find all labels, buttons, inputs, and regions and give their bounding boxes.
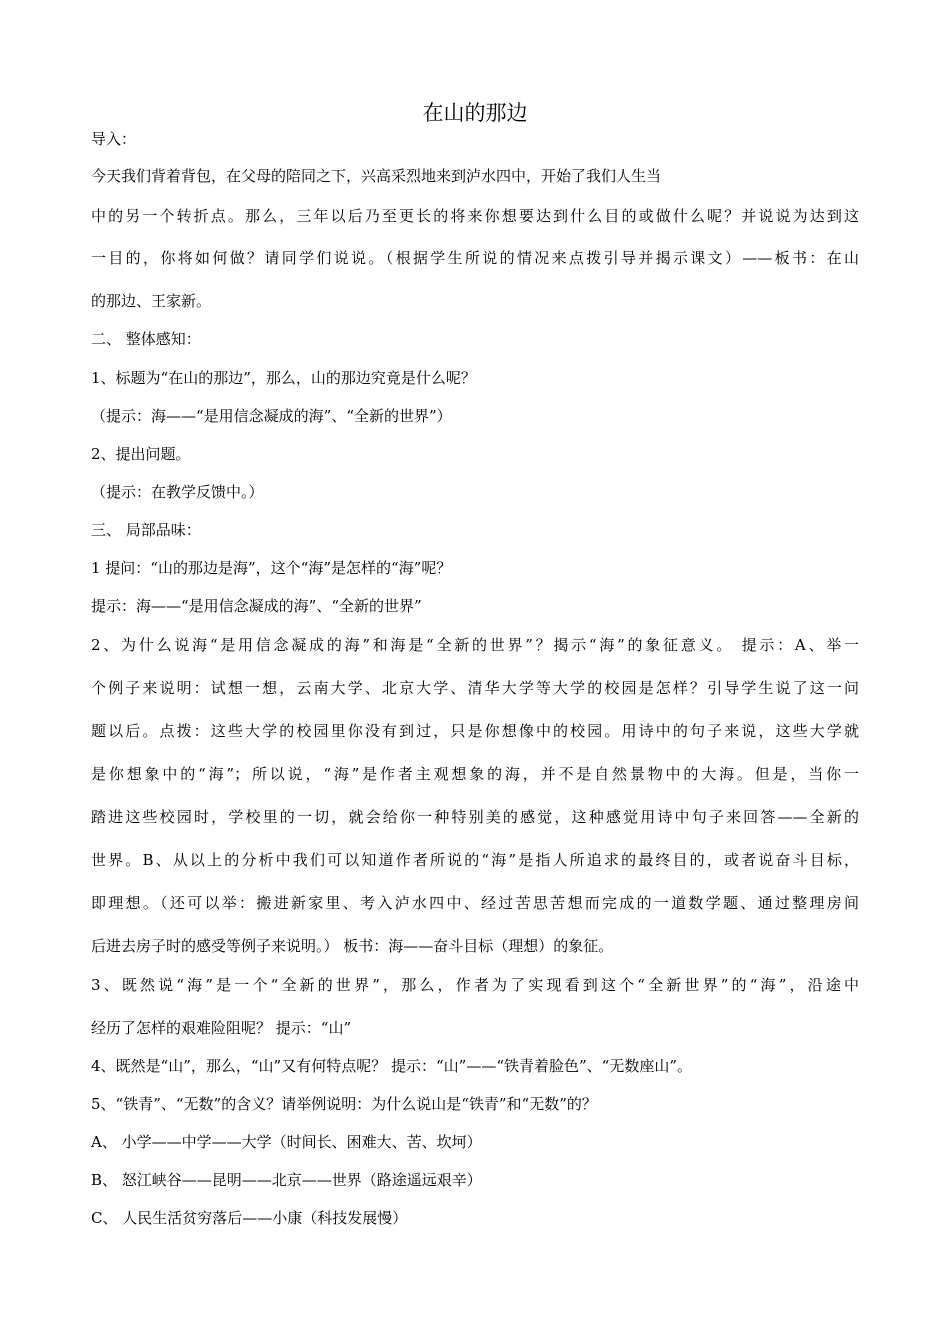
section-heading: 二、 整体感知： [91,330,201,348]
paragraph-line: 是你想象中的“海”；所以说，“海”是作者主观想象的海，并不是自然景物中的大海。但是，当你一 [91,765,859,783]
paragraph-line: 一目的，你将如何做？请同学们说说。（根据学生所说的情况来点拨引导并揭示课文）——板书：在山 [91,249,859,267]
paragraph-line: 题以后。点拨：这些大学的校园里你没有到过，只是你想像中的校园。用诗中的句子来说，这些大学就 [91,722,859,740]
question-line: 5、“铁青”、“无数”的含义？请举例说明：为什么说山是“铁青”和“无数”的？ [91,1095,597,1113]
hint-line: 提示：海——“是用信念凝成的海”、“全新的世界” [91,597,422,615]
paragraph-line: 3、既然说“海”是一个“全新的世界”，那么，作者为了实现看到这个“全新世界”的“海”，沿途中 [91,976,859,994]
paragraph-line: 今天我们背着背包，在父母的陪同之下，兴高采烈地来到泸水四中，开始了我们人生当 [91,167,662,185]
question-line: 1 提问：“山的那边是海”，这个“海”是怎样的“海”呢？ [91,559,452,577]
paragraph-line: 中的另一个转折点。那么，三年以后乃至更长的将来你想要达到什么目的或做什么呢？并说说为达到这 [91,207,859,225]
question-line: 4、既然是“山”，那么，“山”又有何特点呢？ 提示：“山”——“铁青着脸色”、“无数座山”。 [91,1057,692,1075]
paragraph-line: 的那边、王家新。 [91,292,212,310]
paragraph-line: 个例子来说明：试想一想，云南大学、北京大学、清华大学等大学的校园是怎样？引导学生说了这一问 [91,679,859,697]
list-item: A、 小学——中学——大学（时间长、困难大、苦、坎坷） [91,1133,482,1151]
section-heading: 三、 局部品味： [91,521,201,539]
document-title: 在山的那边 [422,101,528,125]
question-line: 1、标题为“在山的那边”，那么，山的那边究竟是什么呢？ [91,369,476,387]
section-intro-heading: 导入： [91,130,137,148]
hint-line: （提示：海——“是用信念凝成的海”、“全新的世界”） [91,407,452,425]
paragraph-line: 踏进这些校园时，学校里的一切，就会给你一种特别美的感觉，这种感觉用诗中句子来回答——全新的 [91,808,859,826]
hint-line: （提示：在教学反馈中。） [91,483,264,501]
paragraph-line: 即理想。（还可以举：搬进新家里、考入泸水四中、经过苦思苦想而完成的一道数学题、通过整理房间 [91,894,859,912]
list-item: B、 怒江峡谷——昆明——北京——世界（路途遥远艰辛） [91,1171,482,1189]
paragraph-line: 后进去房子时的感受等例子来说明。） 板书：海——奋斗目标（理想）的象征。 [91,937,614,955]
paragraph-line: 经历了怎样的艰难险阻呢？ 提示：“山” [91,1019,352,1037]
list-item: C、 人民生活贫穷落后——小康（科技发展慢） [91,1209,408,1227]
paragraph-line: 世界。B、从以上的分析中我们可以知道作者所说的“海”是指人所追求的最终目的，或者说奋斗目标， [91,851,859,869]
paragraph-line: 2、为什么说海“是用信念凝成的海”和海是“全新的世界”？揭示“海”的象征意义。 提示：A、举一 [91,636,859,654]
question-line: 2、提出问题。 [91,445,191,463]
